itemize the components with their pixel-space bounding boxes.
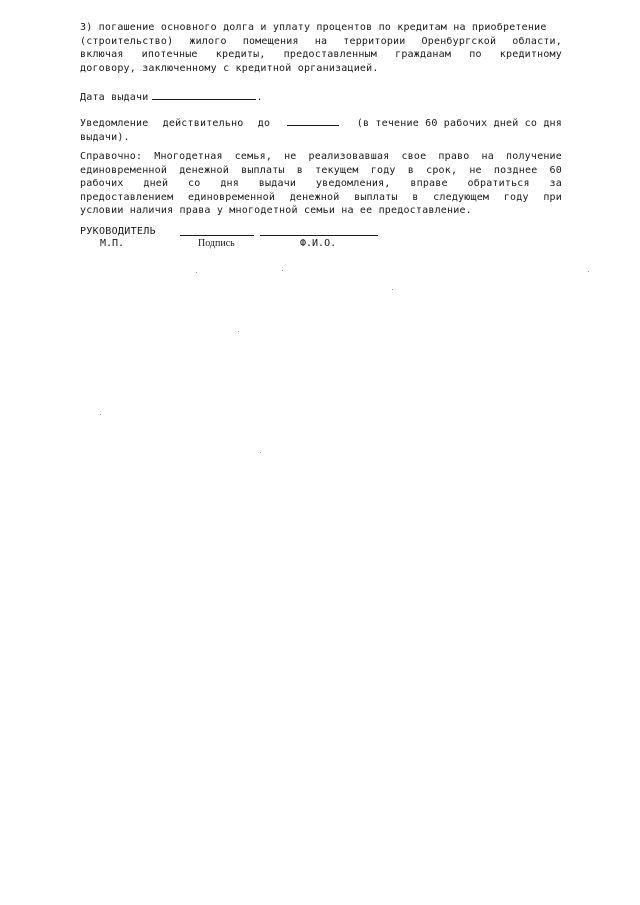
item-3-line-2: (строительство) жилого помещения на территории Оренбургской области, (80, 35, 562, 47)
signature-line (180, 235, 254, 236)
notice-date-blank (287, 116, 339, 126)
issue-date-end: . (256, 92, 263, 103)
note-paragraph (80, 150, 562, 218)
notice-line-2: выдачи). (80, 131, 130, 143)
issue-date-label: Дата выдачи (80, 92, 149, 103)
note-line-5: условии наличия права у многодетной семьи на ее предоставление. (80, 205, 472, 216)
name-line (260, 235, 378, 236)
note-line-3: рабочих дней со дня выдачи уведомления, вправе обратиться за (80, 178, 562, 189)
item-3-line-3: включая ипотечные кредиты, предоставленным гражданам по кредитному (80, 49, 562, 60)
note-line-4: предоставлением единовременной денежной выплаты в следующем году при (80, 191, 562, 203)
issue-date-row (80, 90, 562, 105)
scan-speck (588, 271, 589, 272)
item-3-paragraph (80, 21, 562, 75)
note-line-1: Справочно: Многодетная семья, не реализовавшая свое право на получение (80, 151, 562, 162)
item-3-line-4: договору, заключенному с кредитной организацией. (80, 62, 379, 74)
issue-date-blank (152, 90, 256, 100)
head-label: РУКОВОДИТЕЛЬ (80, 226, 156, 237)
signature-block (80, 226, 400, 256)
name-caption: Ф.И.О. (300, 238, 337, 249)
notice-term-text: (в течение 60 рабочих дней со дня (356, 118, 562, 129)
scan-speck (260, 452, 261, 453)
scan-speck (392, 289, 393, 290)
item-3-line-1: 3) погашение основного долга и уплату процентов по кредитам на приобретение (80, 22, 547, 33)
scan-speck (238, 331, 239, 332)
notice-valid-until-label: Уведомление действительно до (80, 118, 271, 129)
scan-speck (282, 270, 283, 271)
signature-caption: Подпись (198, 238, 235, 249)
note-line-2: единовременной денежной выплаты в текущем году в срок, не позднее 60 (80, 164, 562, 176)
notice-paragraph (80, 116, 562, 144)
scan-speck (100, 414, 101, 415)
scan-speck (196, 272, 197, 273)
stamp-label: М.П. (100, 238, 125, 249)
